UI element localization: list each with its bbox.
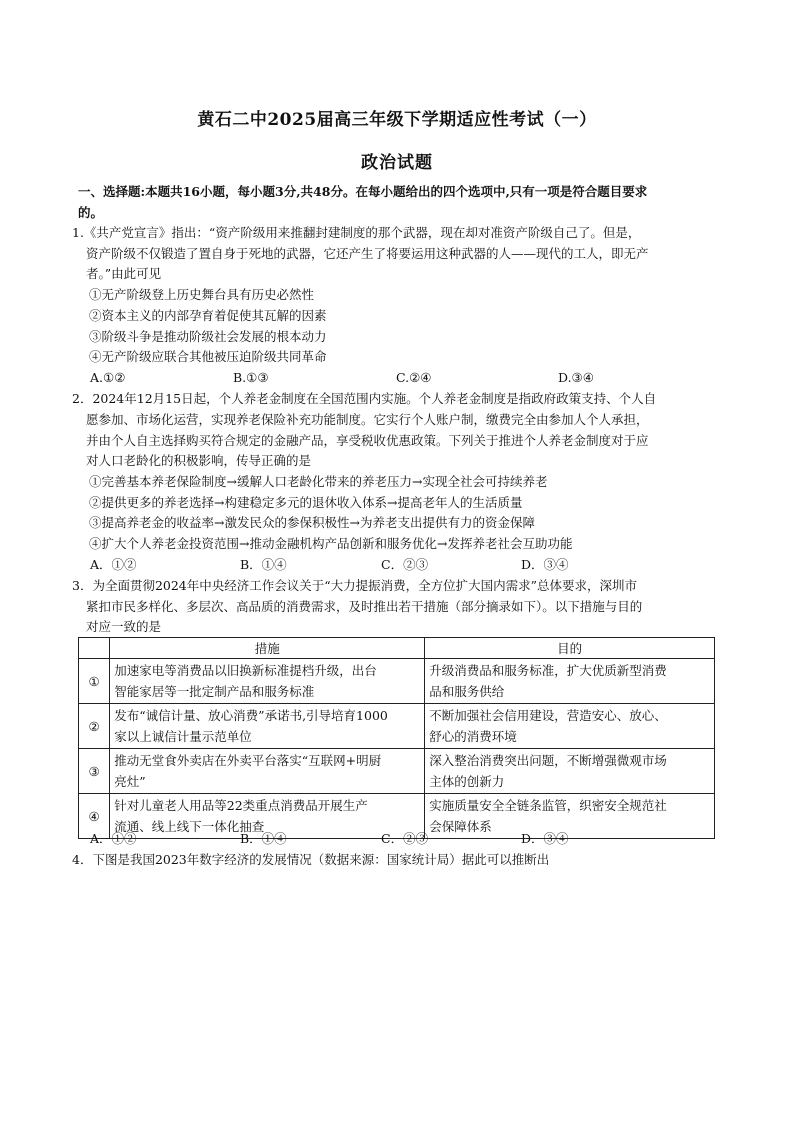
q1-option-d: D.③④: [558, 370, 594, 385]
q2-statement-1: ①完善基本养老保险制度→缓解人口老龄化带来的养老压力→实现全社会可持续养老: [89, 474, 548, 489]
q1-option-c: C.②④: [396, 370, 432, 385]
q3-stem-line-2: 紧扣市民多样化、多层次、高品质的消费需求，及时推出若干措施（部分摘录如下）。以下措施与目的: [86, 599, 643, 614]
exam-title: 黄石二中2025届高三年级下学期适应性考试（一）: [197, 110, 597, 130]
q2-option-b: B．①④: [240, 557, 287, 572]
q2-stem-line-3: 并由个人自主选择购买符合规定的金融产品，享受税收优惠政策。下列关于推进个人养老金制度对于应: [86, 433, 649, 448]
q3-option-a: A．①②: [90, 831, 137, 846]
goal-text: 不断加强社会信用建设，营造安心、放心、: [429, 708, 667, 723]
q1-stem-line-3: 者。”由此可见: [86, 266, 162, 281]
section-heading-line-1: 一、选择题:本题共16小题，每小题3分,共48分。在每小题给出的四个选项中,只有一项是符合题目要求: [78, 184, 648, 199]
measures-table: [78, 637, 715, 839]
q2-option-c: C．②③: [381, 557, 429, 572]
goal-text: 品和服务供给: [429, 684, 505, 699]
measure-text: 家以上诚信计量示范单位: [114, 729, 252, 744]
measure-text: 推动无堂食外卖店在外卖平台落实“互联网+明厨: [114, 753, 382, 768]
measure-text: 发布“诚信计量、放心消费”承诺书,引导培育1000: [114, 708, 388, 723]
row-number: ④: [79, 794, 110, 839]
q1-statement-2: ②资本主义的内部孕育着促使其瓦解的因素: [89, 308, 327, 323]
q1-option-b: B.①③: [233, 370, 269, 385]
measure-cell: [110, 749, 425, 794]
q1-option-a: A.①②: [90, 370, 126, 385]
goal-cell: [425, 704, 715, 749]
q2-stem-line-4: 对人口老龄化的积极影响，传导正确的是: [86, 453, 312, 468]
table-header-measure: 措施: [110, 638, 425, 659]
goal-cell: [425, 794, 715, 839]
measure-text: 亮灶”: [114, 774, 146, 789]
q3-stem-line-1: 3．为全面贯彻2024年中央经济工作会议关于“大力提振消费，全方位扩大国内需求”总体要求，深圳市: [72, 578, 638, 593]
q1-stem-line-1: 1.《共产党宣言》指出：“资产阶级用来推翻封建制度的那个武器，现在却对准资产阶级自己了。但是，: [72, 225, 641, 240]
table-row: [79, 749, 715, 794]
goal-text: 升级消费品和服务标准，扩大优质新型消费: [429, 663, 667, 678]
row-number: ①: [79, 659, 110, 704]
q1-statement-3: ③阶级斗争是推动阶级社会发展的根本动力: [89, 329, 327, 344]
q2-stem-line-2: 愿参加、市场化运营，实现养老保险补充功能制度。它实行个人账户制，缴费完全由参加人个人承担，: [86, 412, 649, 427]
row-number: ③: [79, 749, 110, 794]
goal-cell: [425, 749, 715, 794]
goal-text: 实施质量安全全链条监管，织密安全规范社: [429, 798, 667, 813]
table-row: [79, 704, 715, 749]
q2-option-d: D．③④: [521, 557, 569, 572]
goal-text: 主体的创新力: [429, 774, 505, 789]
measure-text: 流通、线上线下一体化抽查: [114, 819, 265, 834]
row-number: ②: [79, 704, 110, 749]
table-header-num: [79, 638, 110, 659]
goal-text: 舒心的消费环境: [429, 729, 517, 744]
section-heading-line-2: 的。: [78, 205, 104, 220]
q1-statement-4: ④无产阶级应联合其他被压迫阶级共同革命: [89, 349, 327, 364]
goal-text: 会保障体系: [429, 819, 492, 834]
table-header-goal: 目的: [425, 638, 715, 659]
measure-text: 针对儿童老人用品等22类重点消费品开展生产: [114, 798, 368, 813]
q1-statement-1: ①无产阶级登上历史舞台具有历史必然性: [89, 287, 315, 302]
goal-cell: [425, 659, 715, 704]
measure-cell: [110, 704, 425, 749]
q3-option-d: D．③④: [521, 831, 569, 846]
q1-stem-line-2: 资产阶级不仅锻造了置自身于死地的武器，它还产生了将要运用这种武器的人——现代的工人，即无产: [86, 246, 649, 261]
q2-statement-4: ④扩大个人养老金投资范围→推动金融机构产品创新和服务优化→发挥养老社会互助功能: [89, 536, 573, 551]
table-row: [79, 659, 715, 704]
goal-text: 深入整治消费突出问题，不断增强微观市场: [429, 753, 667, 768]
measure-text: 智能家居等一批定制产品和服务标准: [114, 684, 315, 699]
q3-option-b: B．①④: [240, 831, 287, 846]
q3-option-c: C．②③: [381, 831, 429, 846]
q2-statement-2: ②提供更多的养老选择→构建稳定多元的退休收入体系→提高老年人的生活质量: [89, 495, 523, 510]
measure-text: 加速家电等消费品以旧换新标准提档升级，出台: [114, 663, 377, 678]
section-heading: [78, 181, 724, 223]
subject-title: 政治试题: [361, 153, 433, 173]
measure-cell: [110, 659, 425, 704]
q2-option-a: A．①②: [90, 557, 137, 572]
q3-stem-line-3: 对应一致的是: [86, 619, 162, 634]
q2-statement-3: ③提高养老金的收益率→激发民众的参保积极性→为养老支出提供有力的资金保障: [89, 515, 535, 530]
table-header-row: [79, 638, 715, 659]
q2-stem-line-1: 2．2024年12月15日起，个人养老金制度在全国范围内实施。个人养老金制度是指政府政策支持、个人自: [72, 391, 657, 406]
q4-stem: 4．下图是我国2023年数字经济的发展情况（数据来源：国家统计局）据此可以推断出: [72, 852, 550, 867]
